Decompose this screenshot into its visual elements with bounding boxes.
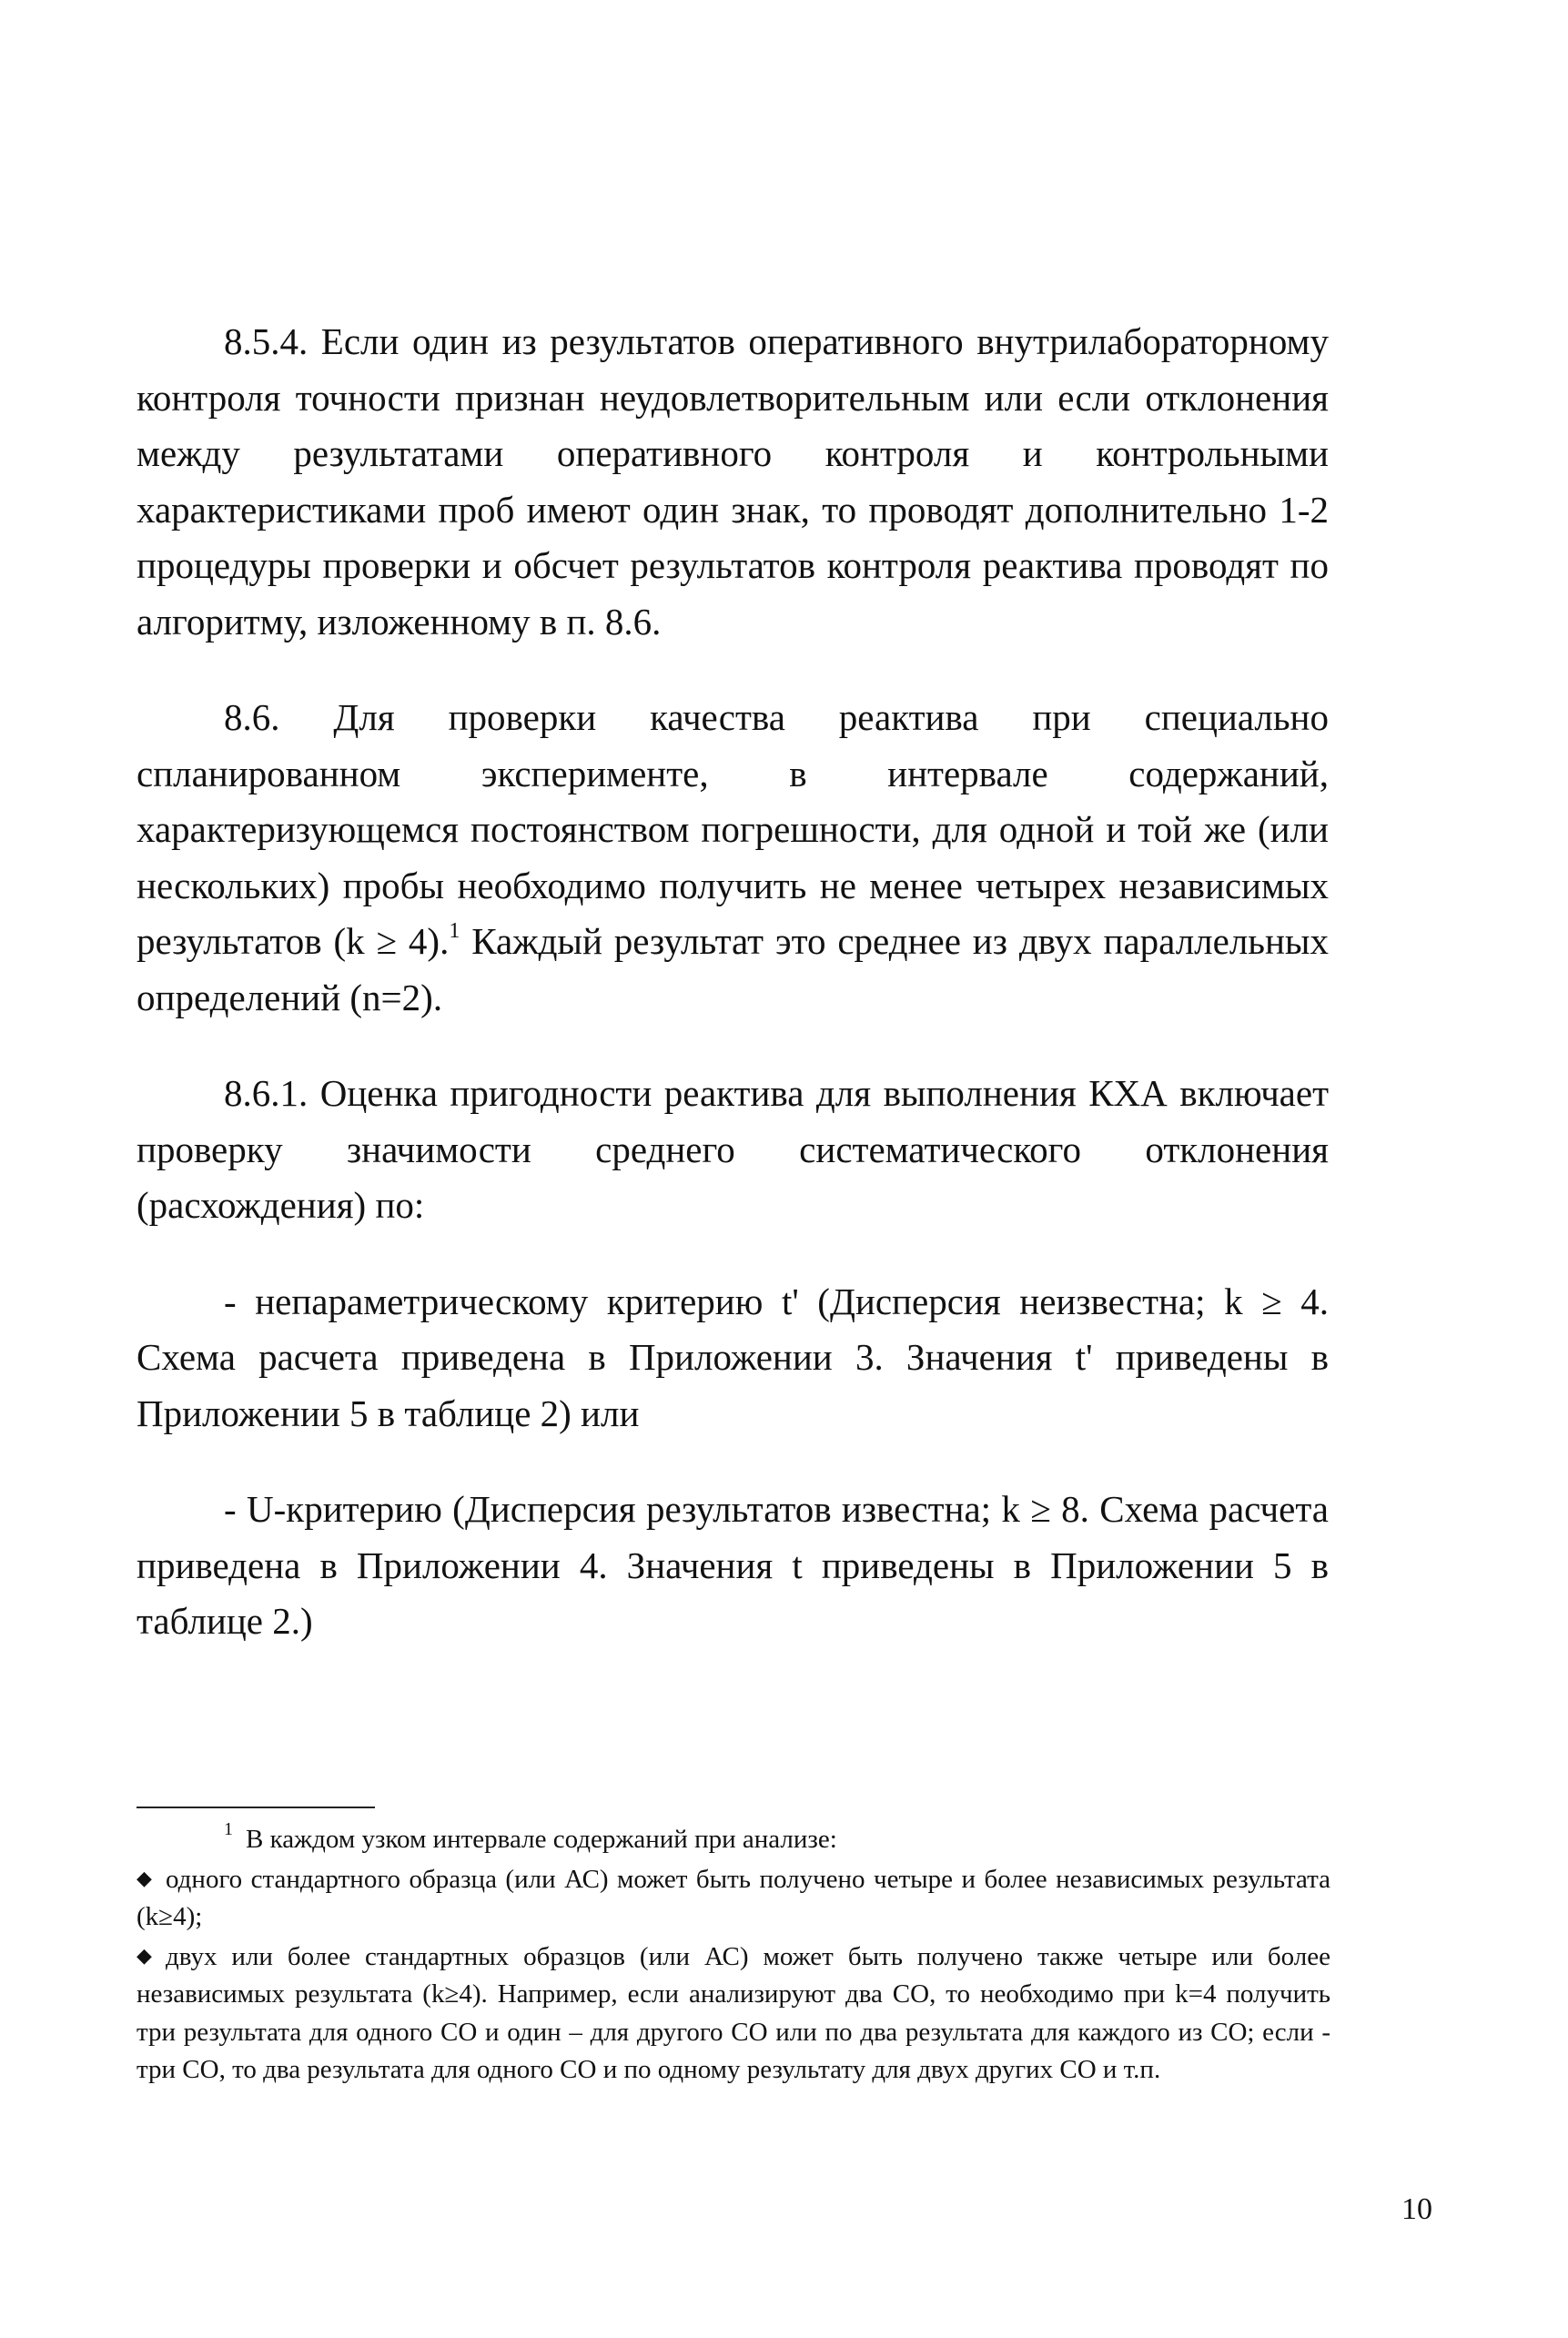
footnote-number: 1 xyxy=(224,1819,233,1839)
paragraph-8-6-tail: Каждый результат это среднее из двух параллельных определений (n=2). xyxy=(137,920,1329,1018)
footnote-divider xyxy=(137,1807,375,1808)
footnote-bullet-item xyxy=(137,1859,1330,1937)
page-number: 10 xyxy=(1401,2192,1432,2226)
document-body xyxy=(137,314,1329,1650)
footnote-section xyxy=(137,1807,1330,2090)
paragraph-u-criterion: - U-критерию (Дисперсия результатов известна; k ≥ 8. Схема расчета приведена в Приложении 4. Значения t приведены в Приложении 5 в таблице 2.) xyxy=(137,1488,1329,1642)
footnote-intro xyxy=(137,1821,1330,1859)
paragraph-8-6 xyxy=(137,690,1329,1026)
paragraph-8-6-main: 8.6. Для проверки качества реактива при специально спланированном эксперименте, в интервале содержаний, характеризующемся постоянством погрешности, для одной и той же (или нескольких) пробы необходимо получить не менее четырех независимых результатов (k ≥ 4). xyxy=(137,696,1329,962)
diamond-bullet-icon: ◆ xyxy=(137,1943,152,1967)
footnote-intro-text: В каждом узком интервале содержаний при анализе: xyxy=(246,1825,837,1854)
paragraph-8-5-4: 8.5.4. Если один из результатов оперативного внутрилабораторному контроля точности признан неудовлетворительным или если отклонения между результатами оперативного контроля и контрольными характеристиками проб имеют один знак, то проводят дополнительно 1-2 процедуры проверки и обсчет результатов контроля реактива проводят по алгоритму, изложенному в п. 8.6. xyxy=(137,320,1329,643)
paragraph-8-6-1: 8.6.1. Оценка пригодности реактива для выполнения КХА включает проверку значимости среднего систематического отклонения (расхождения) по: xyxy=(137,1072,1329,1226)
diamond-bullet-icon: ◆ xyxy=(137,1866,152,1889)
paragraph-nonparametric-criterion: - непараметрическому критерию t' (Дисперсия неизвестна; k ≥ 4. Схема расчета приведена в Приложении 3. Значения t' приведены в Приложении 5 в таблице 2) или xyxy=(137,1280,1329,1434)
footnote-bullet-text: одного стандартного образца (или АС) может быть получено четыре и более независимых результата (k≥4); xyxy=(137,1864,1330,1931)
footnote-bullet-text: двух или более стандартных образцов (или АС) может быть получено также четыре или более независимых результата (k≥4). Например, если анализируют два СО, то необходимо при k=4 получить три результата для одного СО и один – для другого СО или по два результата для каждого из СО; если - три СО, то два результата для одного СО и по одному результату для двух других СО и т.п. xyxy=(137,1941,1330,2084)
footnote-bullet-item xyxy=(137,1937,1330,2090)
footnote-reference[interactable]: 1 xyxy=(449,919,460,943)
